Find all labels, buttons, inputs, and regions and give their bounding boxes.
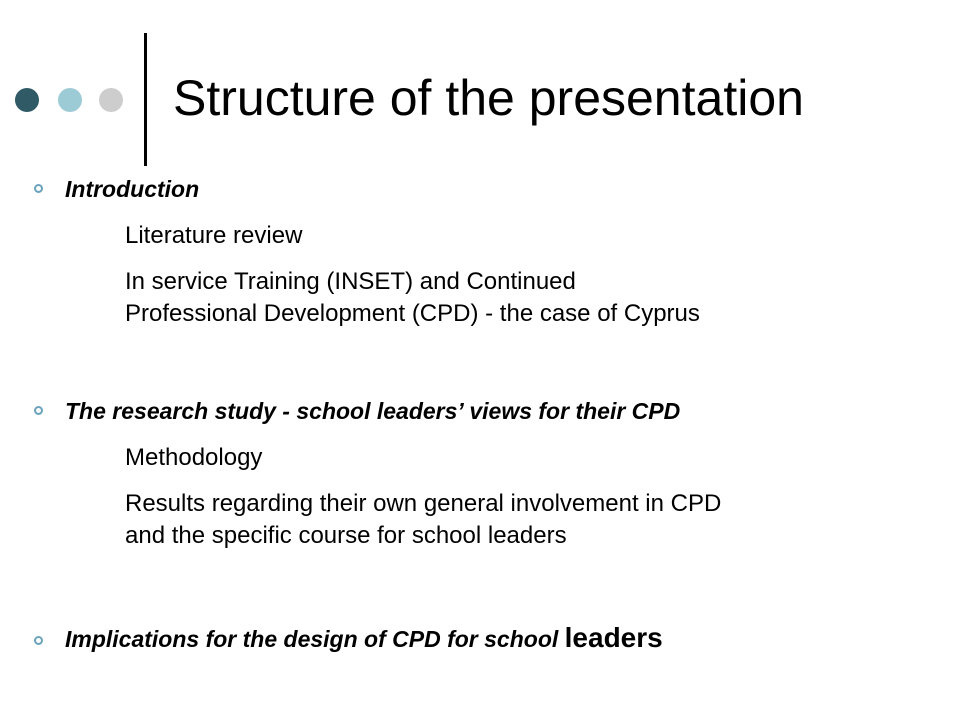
decorative-dot-dark <box>15 88 39 112</box>
sub-item-results-line-1: Results regarding their own general involvement in CPD <box>125 490 722 517</box>
title-divider <box>144 33 147 166</box>
sub-item-literature-review: Literature review <box>125 222 303 249</box>
bullet-icon <box>34 636 43 645</box>
sub-item-results <box>125 488 721 552</box>
decorative-dot-gray <box>99 88 123 112</box>
bullet-icon <box>34 184 43 193</box>
sub-item-inset-cpd-line-1: In service Training (INSET) and Continued <box>125 268 576 295</box>
section-heading-implications-last-word: leaders <box>564 622 663 653</box>
slide-title: Structure of the presentation <box>173 70 804 126</box>
sub-item-results-line-2: and the specific course for school leaders <box>125 522 567 549</box>
section-heading-research-study: The research study - school leaders’ views for their CPD <box>65 398 681 424</box>
section-heading-introduction: Introduction <box>65 176 200 202</box>
sub-item-inset-cpd-line-2: Professional Development (CPD) - the case of Cyprus <box>125 300 700 327</box>
decorative-dot-teal <box>58 88 82 112</box>
section-heading-implications-text: Implications for the design of CPD for school <box>65 626 559 652</box>
sub-item-methodology: Methodology <box>125 444 263 471</box>
sub-item-inset-cpd <box>125 266 700 330</box>
section-heading-implications <box>65 624 663 653</box>
bullet-icon <box>34 406 43 415</box>
